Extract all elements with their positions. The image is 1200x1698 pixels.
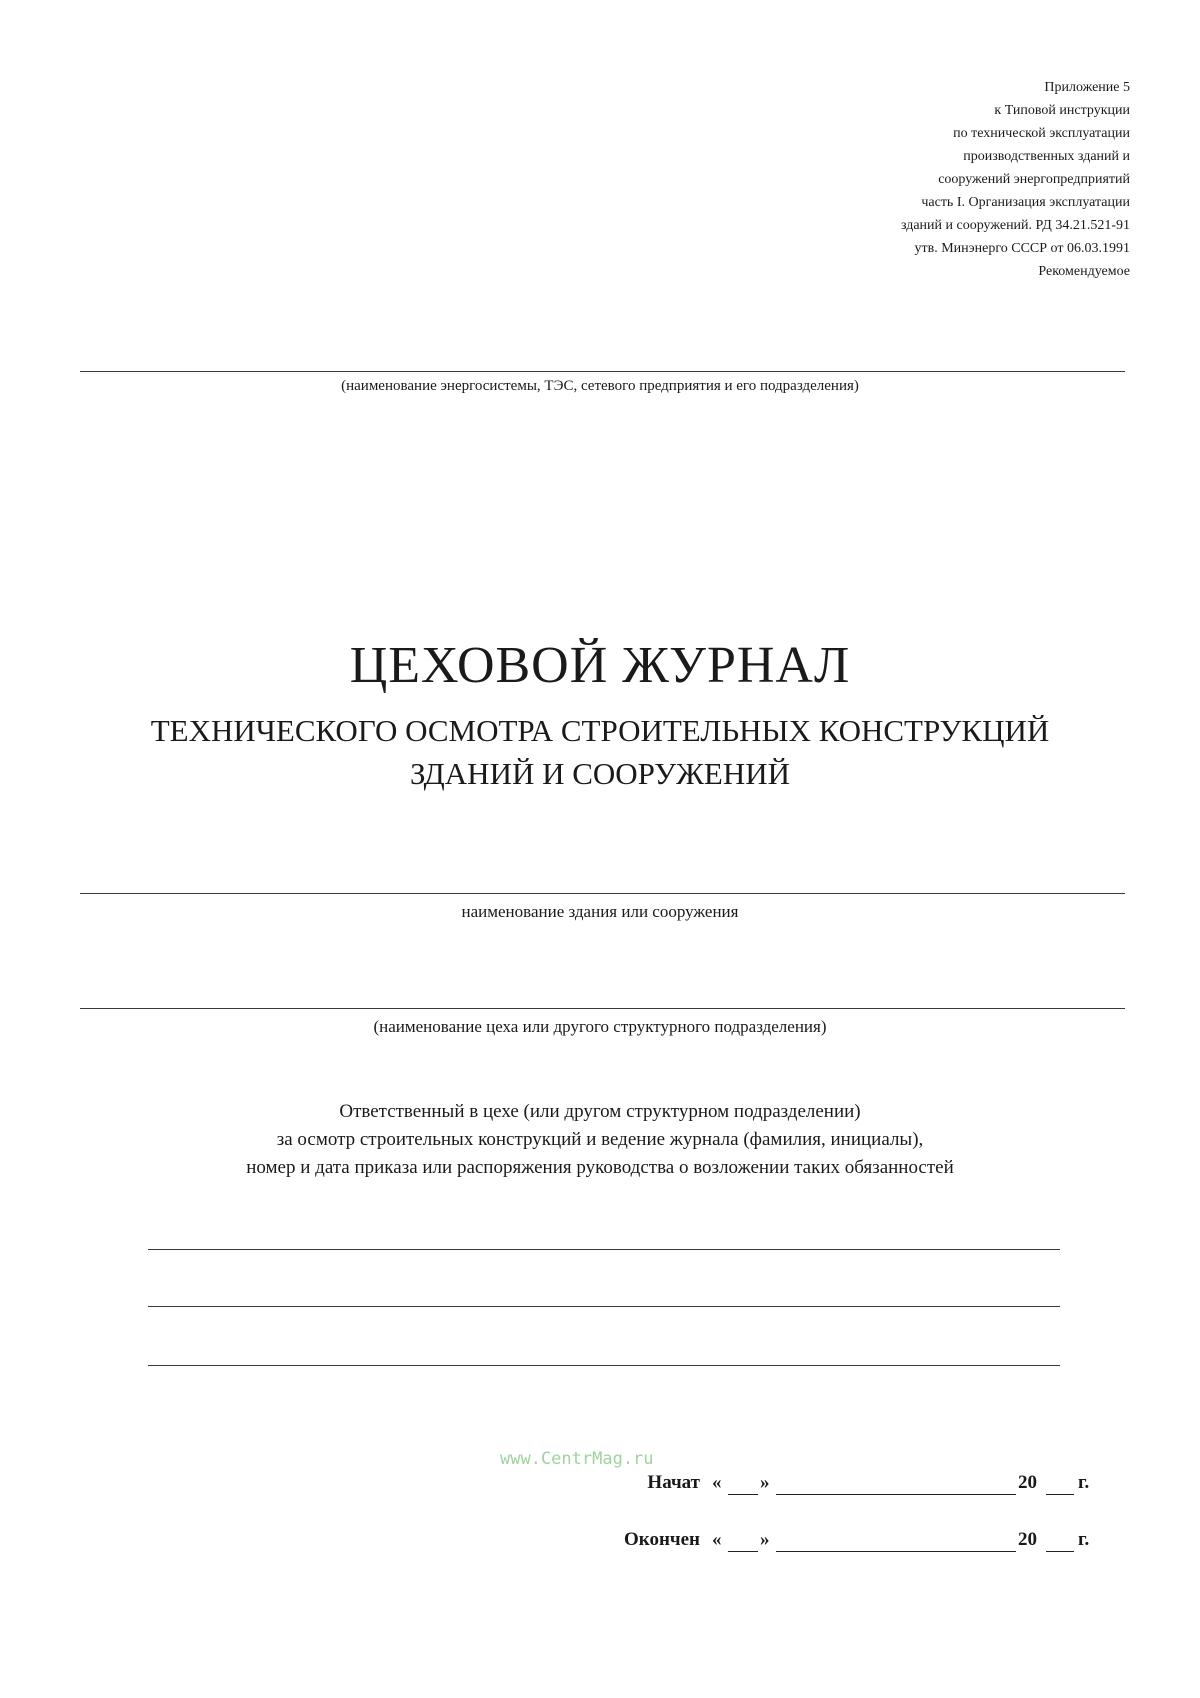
responsible-blank-line-2 — [148, 1306, 1060, 1307]
start-month-blank — [776, 1494, 1016, 1495]
approval-line: Приложение 5 — [1044, 80, 1130, 95]
approval-line: зданий и сооружений. РД 34.21.521-91 — [900, 218, 1130, 233]
end-year-blank — [1046, 1551, 1074, 1552]
year-suffix: г. — [1078, 1472, 1090, 1493]
responsible-line: за осмотр строительных конструкций и ведение журнала (фамилия, инициалы), — [276, 1129, 924, 1150]
org-name-caption: (наименование энергосистемы, ТЭС, сетевого предприятия и его подразделения) — [341, 378, 859, 394]
start-year-blank — [1046, 1494, 1074, 1495]
year-prefix: 20 — [1018, 1472, 1037, 1493]
responsible-blank-line-3 — [148, 1365, 1060, 1366]
open-quote: « — [712, 1529, 722, 1550]
year-prefix: 20 — [1018, 1529, 1037, 1550]
journal-title: ЦЕХОВОЙ ЖУРНАЛ — [349, 637, 851, 694]
end-date-label: Окончен — [623, 1529, 700, 1550]
open-quote: « — [712, 1472, 722, 1493]
year-suffix: г. — [1078, 1529, 1090, 1550]
journal-subtitle-line-2: ЗДАНИЙ И СООРУЖЕНИЙ — [410, 756, 790, 791]
close-quote: » — [760, 1472, 770, 1493]
responsible-text — [0, 1098, 1200, 1182]
approval-line: производственных зданий и — [963, 149, 1130, 164]
start-day-blank — [728, 1494, 758, 1495]
workshop-name-caption: (наименование цеха или другого структурного подразделения) — [373, 1017, 827, 1036]
start-date-label: Начат — [647, 1472, 700, 1493]
responsible-line: номер и дата приказа или распоряжения руководства о возложении таких обязанностей — [246, 1157, 954, 1178]
end-date-row — [590, 1529, 1110, 1559]
responsible-line: Ответственный в цехе (или другом структурном подразделении) — [339, 1101, 861, 1122]
close-quote: » — [760, 1529, 770, 1550]
approval-line: часть I. Организация эксплуатации — [921, 195, 1130, 210]
end-month-blank — [776, 1551, 1016, 1552]
responsible-blank-line-1 — [148, 1249, 1060, 1250]
journal-subtitle-line-1: ТЕХНИЧЕСКОГО ОСМОТРА СТРОИТЕЛЬНЫХ КОНСТРУКЦИЙ — [150, 713, 1050, 748]
approval-line: утв. Минэнерго СССР от 06.03.1991 — [914, 241, 1130, 256]
approval-line: сооружений энергопредприятий — [938, 172, 1130, 187]
building-name-caption: наименование здания или сооружения — [461, 902, 739, 921]
approval-line: по технической эксплуатации — [953, 126, 1130, 141]
building-name-line — [80, 893, 1125, 894]
approval-line: к Типовой инструкции — [994, 103, 1130, 118]
approval-block — [710, 76, 1130, 283]
watermark: www.CentrMag.ru — [500, 1449, 654, 1469]
end-day-blank — [728, 1551, 758, 1552]
workshop-name-line — [80, 1008, 1125, 1009]
start-date-row — [590, 1472, 1110, 1502]
approval-line: Рекомендуемое — [1038, 264, 1130, 279]
org-name-line — [80, 371, 1125, 372]
